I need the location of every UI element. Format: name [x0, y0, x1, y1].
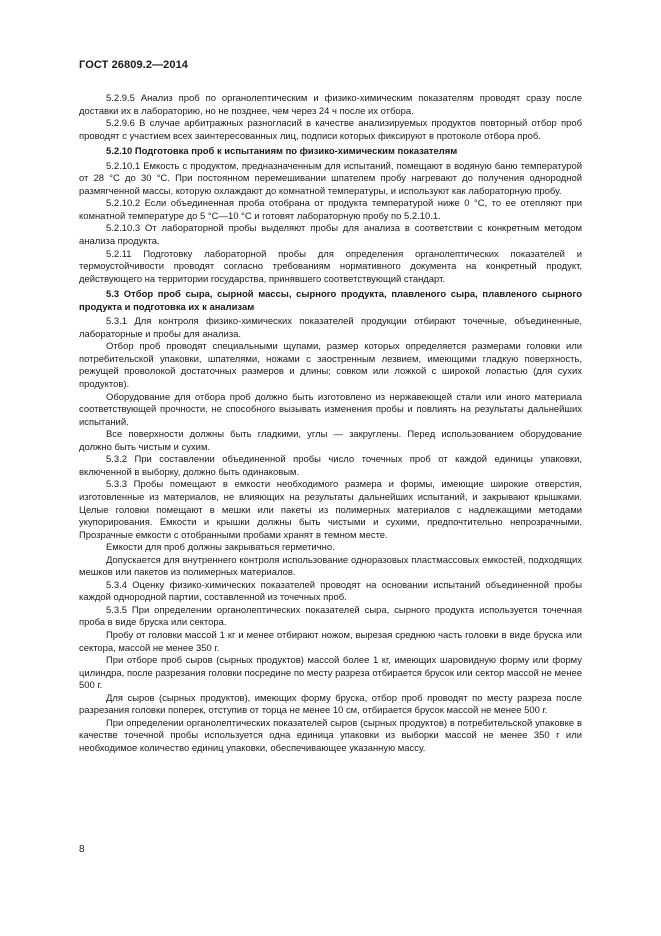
body-paragraph: 5.3.2 При составлении объединенной пробы число точечных проб от каждой единицы упаковки, включенной в выборку, должно быть одинаковым. — [79, 454, 582, 478]
body-paragraph: Пробу от головки массой 1 кг и менее отбирают ножом, вырезая среднюю часть головки в виде бруска или сектора, массой не менее 350 г. — [79, 629, 582, 654]
body-paragraph: 5.3.5 При определении органолептических показателей сыра, сырного продукта используется точечная проба в виде бруска или сектора. — [79, 604, 582, 629]
body-paragraph: При определении органолептических показателей сыров (сырных продуктов) в потребительской упаковке в качестве точечной пробы используется одна единица упаковки из выборки массой не менее 350 г или необходимое количество единиц упаковки, обеспечивающее указанную массу. — [79, 717, 582, 754]
document-header: ГОСТ 26809.2—2014 — [79, 59, 189, 71]
body-paragraph: 5.3.4 Оценку физико-химических показателей проводят на основании испытаний объединенной пробы каждой однородной партии, составленной из точечных проб. — [79, 579, 582, 604]
body-paragraph: 5.2.10.1 Емкость с продуктом, предназначенным для испытаний, помещают в водяную баню температурой от 28 °С до 30 °С. При постоянном перемешивании шпателем пробу нагревают до получения однородной размягченной массы, которую охлаждают до комнатной температуры, и используют как лабораторную пробу. — [79, 160, 582, 197]
section-heading: 5.2.10 Подготовка проб к испытаниям по физико-химическим показателям — [106, 146, 458, 158]
body-paragraph: Оборудование для отбора проб должно быть изготовлено из нержавеющей стали или иного материала соответствующей прочности, не способного вызывать изменения пробы и повлиять на результаты дальнейших испытаний. — [79, 391, 582, 428]
body-paragraph: 5.2.9.5 Анализ проб по органолептическим и физико-химическим показателям проводят сразу после доставки их в лабораторию, но не позднее, чем через 24 ч после их отбора. — [79, 93, 582, 117]
body-paragraph: 5.2.9.6 В случае арбитражных разногласий в качестве анализируемых продуктов повторный отбор проб проводят с участием всех заинтересованных лиц, подписи которых фиксируют в протоколе отбора проб. — [79, 118, 582, 142]
body-paragraph: Емкости для проб должны закрываться герметично. — [106, 542, 335, 554]
body-paragraph: Все поверхности должны быть гладкими, углы — закруглены. Перед использованием оборудование должно быть чистым и сухим. — [79, 429, 582, 453]
body-paragraph: 5.2.11 Подготовку лабораторной пробы для определения органолептических показателей и термоустойчивости проводят согласно требованиям нормативного документа на конкретный продукт, действующего на территории государства, принявшего соответствующий стандарт. — [79, 248, 582, 285]
body-paragraph: Отбор проб проводят специальными щупами, размер которых определяется размерами головки или потребительской упаковки, шпателями, ножами с заостренным лезвием, имеющими гладкую поверхность, режущей проволокой достаточных размеров и длины; совком или ложкой с широкой лопастью (для сухих продуктов). — [79, 341, 582, 391]
document-body — [79, 93, 582, 755]
page-number: 8 — [79, 844, 85, 855]
body-paragraph: 5.3.1 Для контроля физико-химических показателей продукции отбирают точечные, объединенные, лабораторные и пробы для анализа. — [79, 316, 582, 340]
body-paragraph: Для сыров (сырных продуктов), имеющих форму бруска, отбор проб проводят по месту разреза после разрезания головки поперек, отступив от торца не менее 10 см, отбирается брусок массой не менее 500 г. — [79, 692, 582, 717]
body-paragraph: 5.3.3 Пробы помещают в емкости необходимого размера и формы, имеющие широкие отверстия, изготовленные из материалов, не влияющих на результаты дальнейших испытаний, и закрывают крышками. Целые головки помещают в мешки или пакеты из полимерных материалов с надлежащими методами укупорирования. Емкости и крышки должны быть чистыми и сухими, предпочтительно непрозрачными. Прозрачные емкости с отобранными пробами хранят в темном месте. — [79, 479, 582, 541]
body-paragraph: Допускается для внутреннего контроля использование одноразовых пластмассовых емкостей, подходящих мешков или пакетов из полимерных материалов. — [79, 554, 582, 579]
body-paragraph: 5.2.10.3 От лабораторной пробы выделяют пробы для анализа в соответствии с конкретным методом анализа продукта. — [79, 223, 582, 248]
section-heading: 5.3 Отбор проб сыра, сырной массы, сырного продукта, плавленого сыра, плавленого сырного продукта и подготовка их к анализам — [79, 289, 582, 313]
body-paragraph: При отборе проб сыров (сырных продуктов) массой более 1 кг, имеющих шаровидную форму или форму цилиндра, после разрезания головки посредине по месту разреза отбирается брусок или сектор массой не менее 500 г. — [79, 655, 582, 692]
body-paragraph: 5.2.10.2 Если объединенная проба отобрана от продукта температурой ниже 0 °С, то ее отепляют при комнатной температуре до 5 °С—10 °С и готовят лабораторную пробу по 5.2.10.1. — [79, 198, 582, 222]
